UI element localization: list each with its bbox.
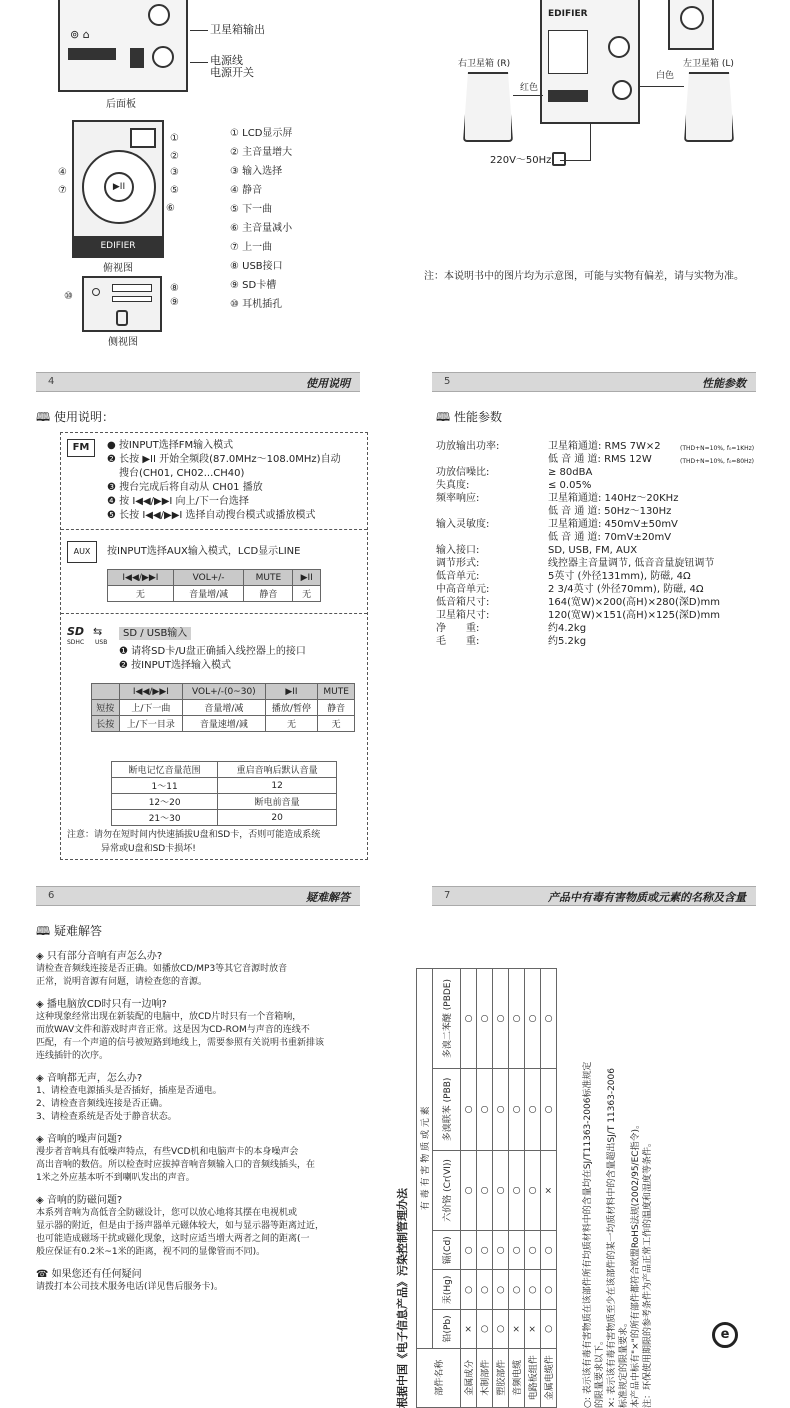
usage-heading: 🕮 使用说明： (36, 410, 114, 424)
callout-5: ⑤ (170, 185, 179, 196)
side-view-caption: 侧视图 (108, 337, 138, 348)
mem-r1-c0: 12～20 (112, 794, 218, 810)
remote-top-view (72, 120, 164, 258)
hazard-cell: ○ (541, 1069, 557, 1151)
hazard-part-name: 木制部件 (477, 1348, 493, 1407)
hazard-cell: ○ (477, 1069, 493, 1151)
spec-value: 约5.2kg (548, 636, 587, 647)
book-icon: 🕮 (436, 410, 451, 424)
sd-r1-c3: 无 (265, 716, 318, 732)
hazard-cell: ○ (525, 1069, 541, 1151)
faq-heading: 🕮 疑难解答 (36, 924, 102, 938)
callout-10: ⑩ (64, 291, 73, 302)
sdhc-label: SDHC (67, 639, 85, 646)
hazard-cell: ○ (477, 1310, 493, 1348)
rear-label-satellite-output: 卫星箱输出 (210, 23, 265, 36)
aux-cell-3: 无 (293, 586, 321, 602)
wiring-note: 注：本说明书中的图片均为示意图，可能与实物有偏差，请与实物为准。 (424, 271, 744, 282)
fm-line-3: 搜台(CH01, CH02...CH40) (119, 468, 245, 479)
page-5-title: 性能参数 (702, 377, 746, 390)
mem-head-1: 重启音响后默认音量 (218, 762, 337, 778)
hazard-part-name: 金属成分 (461, 1348, 477, 1407)
hazard-cell: ○ (541, 1231, 557, 1270)
hazard-note-line: 本产品中标有"×"的所有部件都符合欧盟RoHS法规(2002/95/EC指令)。 (631, 1119, 641, 1408)
hazard-cell: ○ (461, 1150, 477, 1230)
spec-key: 频率响应: (436, 493, 480, 504)
faq-question (36, 998, 167, 1011)
aux-cell-1: 音量增/减 (173, 586, 244, 602)
spec-subnote: (THD+N=10%, f₀=1KHz) (680, 445, 755, 452)
hazard-cell: ○ (541, 1270, 557, 1310)
sd-title: SD / USB输入 (119, 627, 191, 640)
eco-logo: e (712, 1322, 738, 1348)
faq-answer-line: 高出音响的数倍。所以检查时应拔掉音响音频输入口的音频线插头，在 (36, 1160, 316, 1170)
mem-r0-c1: 12 (218, 778, 337, 794)
hazard-col-header: 多溴二苯醚 (PBDE) (433, 969, 461, 1069)
hazard-table (416, 968, 557, 1408)
fm-line-2: ❷ 长按 ▶II 开始全频段(87.0MHz～108.0MHz)自动 (107, 454, 341, 465)
callout-6: ⑥ (166, 203, 175, 214)
hazard-cell: ○ (541, 969, 557, 1069)
sd-head-1: I◀◀/▶▶I (119, 684, 183, 700)
spec-key: 失真度: (436, 480, 470, 491)
faq-answer-line: 正常，说明音源有问题，请检查您的音源。 (36, 977, 208, 987)
rear-label-power-cord: 电源线 (210, 54, 243, 67)
white-cable-label: 白色 (656, 71, 675, 81)
page-4-header: 4 使用说明 (36, 372, 360, 392)
right-satellite-speaker (463, 72, 513, 142)
spec-value: 线控器主音量调节, 低音音量旋钮调节 (548, 558, 715, 569)
hazard-cell: ○ (509, 969, 525, 1069)
top-view-item-3: ③ 输入选择 (230, 166, 283, 177)
faq-question-text: 音响的防磁问题? (46, 1195, 123, 1206)
mem-head-0: 断电记忆音量范围 (112, 762, 218, 778)
spec-key: 功放输出功率: (436, 441, 500, 452)
faq-answer-line: 这种现象经常出现在新装配的电脑中，放CD片时只有一个音箱响， (36, 1012, 302, 1022)
memory-table (111, 761, 337, 826)
hazard-cell: ○ (525, 969, 541, 1069)
sd-r0-c2: 音量增/减 (183, 700, 265, 716)
faq-question (36, 1072, 142, 1085)
hazard-law-title: 根据中国《电子信息产品》污染控制管理办法 (396, 1188, 409, 1408)
play-pause-button: ▶II (104, 172, 134, 202)
speaker-question-icon: ◈ (36, 999, 47, 1010)
faq-question (36, 1268, 142, 1281)
hazard-col-header: 六价铬 (Cr(VI)) (433, 1150, 461, 1230)
wiring-brand: EDIFIER (548, 9, 588, 19)
hazard-cell: ○ (461, 1270, 477, 1310)
sd-head-2: VOL+/-(0~30) (183, 684, 265, 700)
remote-device (668, 0, 714, 50)
speaker-question-icon: ◈ (36, 1195, 47, 1206)
side-button (116, 310, 128, 326)
aux-icon: AUX (67, 541, 97, 563)
hazard-cell: ○ (509, 1069, 525, 1151)
faq-question-text: 音响的噪声问题? (46, 1134, 123, 1145)
hazard-cell: ○ (493, 969, 509, 1069)
hazard-part-name: 塑胶部件 (493, 1348, 509, 1407)
spec-key: 输入灵敏度: (436, 519, 490, 530)
power-label: 220V～50Hz (490, 155, 552, 166)
spec-value: 约4.2kg (548, 623, 587, 634)
spec-value: 5英寸 (外径131mm), 防磁, 4Ω (548, 571, 691, 582)
hazard-cell: ○ (477, 1231, 493, 1270)
hazard-cell: ○ (461, 1231, 477, 1270)
mem-r2-c1: 20 (218, 810, 337, 826)
fm-line-4: ❸ 搜台完成后将自动从 CH01 播放 (107, 482, 263, 493)
headphone-jack (92, 288, 100, 296)
hazard-col-header: 汞(Hg) (433, 1270, 461, 1310)
faq-answer-line: 连线插针的次序。 (36, 1051, 109, 1061)
spec-value: ≤ 0.05% (548, 480, 592, 491)
hazard-cell: ○ (525, 1270, 541, 1310)
fm-line-5: ❹ 按 I◀◀/▶▶I 向上/下一台选择 (107, 496, 249, 507)
hazard-cell: ○ (477, 969, 493, 1069)
fm-line-6: ❺ 长按 I◀◀/▶▶I 选择自动搜台模式或播放模式 (107, 510, 316, 521)
spec-value: 卫星箱通道: RMS 7W×2 (548, 441, 661, 452)
left-satellite-speaker (684, 72, 734, 142)
hazard-part-name: 音频电缆 (509, 1348, 525, 1407)
page-7-title: 产品中有毒有害物质或元素的名称及含量 (548, 891, 746, 904)
top-view-item-4: ④ 静音 (230, 185, 263, 196)
hazard-cell: ○ (493, 1270, 509, 1310)
hazard-cell: ○ (493, 1150, 509, 1230)
book-icon: 🕮 (36, 410, 51, 424)
spec-key: 毛 重: (436, 636, 480, 647)
book-icon: 🕮 (36, 924, 51, 938)
sd-icon: SD (67, 625, 85, 638)
faq-answer-line: 2、请检查音频线连接是否正确。 (36, 1099, 168, 1109)
faq-answer-line: 般应保证有0.2米~1米的距离，视不同的显像管而不同)。 (36, 1247, 266, 1257)
hazard-part-name: 金属电缆件 (541, 1348, 557, 1407)
sub-vent (548, 30, 588, 74)
sd-r1-c0: 长按 (92, 716, 120, 732)
callout-1: ① (170, 133, 179, 144)
sd-r1-c1: 上/下一目录 (119, 716, 183, 732)
top-view-caption: 俯视图 (103, 263, 133, 274)
spec-key: 功放信噪比: (436, 467, 490, 478)
page-6-header: 6 疑难解答 (36, 886, 360, 906)
red-cable-label: 红色 (520, 83, 539, 93)
spec-value: 2 3/4英寸 (外径70mm), 防磁, 4Ω (548, 584, 704, 595)
spec-key: 中高音单元: (436, 584, 490, 595)
hazard-cell: ○ (461, 969, 477, 1069)
aux-head-0: I◀◀/▶▶I (108, 570, 174, 586)
hazard-cell: ○ (509, 1150, 525, 1230)
callout-4: ④ (58, 167, 67, 178)
callout-2: ② (170, 151, 179, 162)
rear-power-cord-icon (152, 46, 174, 68)
spec-key: 输入接口: (436, 545, 480, 556)
spec-key: 卫星箱尺寸: (436, 610, 490, 621)
top-view-item-9: ⑨ SD卡槽 (230, 280, 277, 291)
faq-answer-line: 匹配，有一个声道的信号被短路到地线上，需要参照有关说明书重新排该 (36, 1038, 325, 1048)
top-view-item-6: ⑥ 主音量减小 (230, 223, 293, 234)
hazard-cell: ○ (541, 1310, 557, 1348)
faq-question (36, 1194, 122, 1207)
rear-logo-icons: ⊚ ⌂ (70, 28, 90, 41)
top-view-item-2: ② 主音量增大 (230, 147, 293, 158)
hazard-cell: × (541, 1150, 557, 1230)
hazard-cell: ○ (509, 1231, 525, 1270)
spec-value: 低 音 通 道: RMS 12W (548, 454, 652, 465)
hazard-cell: ○ (509, 1270, 525, 1310)
faq-answer-line: 显示器的附近，但是由于扬声器单元磁体较大，如与显示器等距离过近， (36, 1221, 325, 1231)
spec-value: ≥ 80dBA (548, 467, 593, 478)
subwoofer-rear (540, 0, 640, 124)
page-6-title: 疑难解答 (306, 891, 350, 904)
page-4-title: 使用说明 (306, 377, 350, 390)
hazard-cell: ○ (461, 1069, 477, 1151)
hazard-table-rotated (396, 918, 756, 1408)
spec-value: 低 音 通 道: 70mV±20mV (548, 532, 672, 543)
sd-slot (112, 296, 152, 302)
usage-note-1: 注意：请勿在短时间内快速插拔U盘和SD卡，否则可能造成系统 (67, 830, 321, 840)
remote-device-ring (680, 6, 704, 30)
faq-question (36, 950, 162, 963)
hazard-col-header: 铅(Pb) (433, 1310, 461, 1348)
hazard-col-header: 多溴联苯 (PBB) (433, 1069, 461, 1151)
sd-r1-c4: 无 (318, 716, 355, 732)
top-view-item-8: ⑧ USB接口 (230, 261, 283, 272)
sd-r0-c4: 静音 (318, 700, 355, 716)
hazard-part-name: 电路板组件 (525, 1348, 541, 1407)
faq-answer-line: 1、请检查电源插头是否插好，插座是否通电。 (36, 1086, 222, 1096)
left-satellite-label: 左卫星箱 (L) (683, 59, 734, 69)
aux-head-3: ▶II (293, 570, 321, 586)
aux-head-2: MUTE (244, 570, 293, 586)
hazard-cell: ○ (493, 1231, 509, 1270)
hazard-cell: × (509, 1310, 525, 1348)
sub-knob (608, 36, 630, 58)
sd-r0-c3: 播放/暂停 (265, 700, 318, 716)
rear-label-power-switch: 电源开关 (210, 66, 254, 79)
hazard-notes (582, 968, 654, 1408)
spec-key: 低音箱尺寸: (436, 597, 490, 608)
phone-icon: ☎ (36, 1269, 52, 1280)
spec-value: 低 音 通 道: 50Hz～130Hz (548, 506, 672, 517)
hazard-note-line: ×: 表示该有毒有害物质至少在该部件的某一均质材料中的含量超出SJ/T 11363-2006 (607, 1068, 617, 1408)
hazard-cell: ○ (525, 1231, 541, 1270)
rear-warning-icon (68, 48, 116, 60)
faq-answer-line: 本系列音响为高低音全防磁设计，您可以放心地将其摆在电视机或 (36, 1208, 298, 1218)
faq-question (36, 1133, 122, 1146)
speaker-question-icon: ◈ (36, 1073, 47, 1084)
usb-port (112, 284, 152, 292)
top-view-item-10: ⑩ 耳机插孔 (230, 299, 283, 310)
hazard-cell: ○ (477, 1150, 493, 1230)
specs-heading: 🕮 性能参数 (436, 410, 502, 424)
speaker-question-icon: ◈ (36, 951, 47, 962)
sd-head-3: ▶II (265, 684, 318, 700)
page-5-header: 5 性能参数 (432, 372, 756, 392)
sd-r0-c1: 上/下一曲 (119, 700, 183, 716)
callout-9: ⑨ (170, 297, 179, 308)
spec-value: 120(宽W)×151(高H)×125(深D)mm (548, 610, 721, 621)
usage-box (60, 432, 368, 860)
remote-side-view (82, 276, 162, 332)
usb-small-label: USB (95, 639, 108, 646)
hazard-cell: ○ (493, 1069, 509, 1151)
faq-answer-line: 请检查音频线连接是否正确。如播放CD/MP3等其它音源时放音 (36, 964, 288, 974)
sub-panel (548, 90, 588, 102)
remote-brand-strip: EDIFIER (74, 236, 162, 256)
spec-value: 卫星箱通道: 140Hz～20KHz (548, 493, 679, 504)
spec-value: 卫星箱通道: 450mV±50mV (548, 519, 678, 530)
spec-key: 低音单元: (436, 571, 480, 582)
fm-icon: FM (67, 439, 95, 457)
faq-question-text: 音响都无声，怎么办? (46, 1073, 143, 1084)
speaker-question-icon: ◈ (36, 1134, 47, 1145)
callout-8: ⑧ (170, 283, 179, 294)
aux-table (107, 569, 321, 602)
faq-answer-line: 3、请检查系统是否处于静音状态。 (36, 1112, 177, 1122)
top-view-item-1: ① LCD显示屏 (230, 128, 293, 139)
hazard-cell: × (525, 1310, 541, 1348)
rear-knob-icon (148, 4, 170, 26)
faq-question-text: 播电脑放CD时只有一边响? (46, 999, 167, 1010)
hazard-cell: ○ (525, 1150, 541, 1230)
spec-key: 调节形式: (436, 558, 480, 569)
mem-r0-c0: 1～11 (112, 778, 218, 794)
page-7-header: 7 产品中有毒有害物质或元素的名称及含量 (432, 886, 756, 906)
sd-line-2: ❷ 按INPUT选择输入模式 (119, 660, 232, 671)
usb-icon: ⇆ (93, 625, 103, 638)
callout-3: ③ (170, 167, 179, 178)
faq-answer-line: 也可能造成磁场干扰或磁化现象，这时应适当增大两者之间的距离(一 (36, 1234, 310, 1244)
aux-cell-2: 静音 (244, 586, 293, 602)
sd-r1-c2: 音量速增/减 (183, 716, 265, 732)
hazard-note-line: ○: 表示该有毒有害物质在该部件所有均质材料中的含量均在SJ/T11363-2006标准规定 (583, 1061, 593, 1408)
rear-power-switch (130, 48, 144, 68)
spec-value: 164(宽W)×200(高H)×280(深D)mm (548, 597, 721, 608)
spec-key: 净 重: (436, 623, 480, 634)
mem-r2-c0: 21～30 (112, 810, 218, 826)
aux-head-1: VOL+/- (173, 570, 244, 586)
hazard-col-header: 镉(Cd) (433, 1231, 461, 1270)
usage-note-2: 异常或U盘和SD卡损坏! (101, 844, 196, 854)
power-plug-icon (552, 152, 566, 166)
aux-line: 按INPUT选择AUX输入模式，LCD显示LINE (107, 546, 301, 557)
hazard-note-line: 的限量要求以下。 (595, 1335, 605, 1408)
sd-head-4: MUTE (318, 684, 355, 700)
hazard-cell: ○ (477, 1270, 493, 1310)
spec-value: SD, USB, FM, AUX (548, 545, 638, 556)
rear-panel-figure (58, 0, 188, 92)
sd-line-1: ❶ 请将SD卡/U盘正确插入线控器上的接口 (119, 646, 306, 657)
faq-question-text: 只有部分音响有声怎么办? (46, 951, 163, 962)
hazard-note-line: 注：环保使用期限的参考条件为产品正常工作的温度和湿度等条件。 (643, 1137, 653, 1408)
lcd-display (130, 128, 156, 148)
callout-7: ⑦ (58, 185, 67, 196)
hazard-part-header: 部件名称 (417, 1348, 461, 1407)
hazard-group-header: 有 毒 有 害 物 质 或 元 素 (417, 969, 433, 1349)
rear-caption: 后面板 (106, 99, 136, 110)
sd-table (91, 683, 355, 732)
mem-r1-c1: 断电前音量 (218, 794, 337, 810)
faq-answer-line: 1米之外应基本听不到喇叭发出的声音。 (36, 1173, 195, 1183)
hazard-cell: × (461, 1310, 477, 1348)
top-view-item-7: ⑦ 上一曲 (230, 242, 273, 253)
faq-answer-line: 而放WAV文件和游戏时声音正常。这是因为CD-ROM与声音的连线不 (36, 1025, 310, 1035)
sd-head-0 (92, 684, 120, 700)
spec-subnote: (THD+N=10%, f₀=80Hz) (680, 458, 755, 465)
right-satellite-label: 右卫星箱 (R) (458, 59, 511, 69)
sub-jacks (612, 80, 632, 100)
fm-line-1: ● 按INPUT选择FM输入模式 (107, 440, 234, 451)
hazard-note-line: 标准规定的限量要求。 (619, 1317, 629, 1408)
faq-answer-line: 漫步者音响具有低噪声特点，有些VCD机和电脑声卡的本身噪声会 (36, 1147, 299, 1157)
faq-answer-line: 请拨打本公司技术服务电话(详见售后服务卡)。 (36, 1282, 224, 1292)
sd-r0-c0: 短按 (92, 700, 120, 716)
hazard-cell: ○ (493, 1310, 509, 1348)
faq-question-text: 如果您还有任何疑问 (51, 1269, 142, 1280)
top-view-item-5: ⑤ 下一曲 (230, 204, 273, 215)
aux-cell-0: 无 (108, 586, 174, 602)
